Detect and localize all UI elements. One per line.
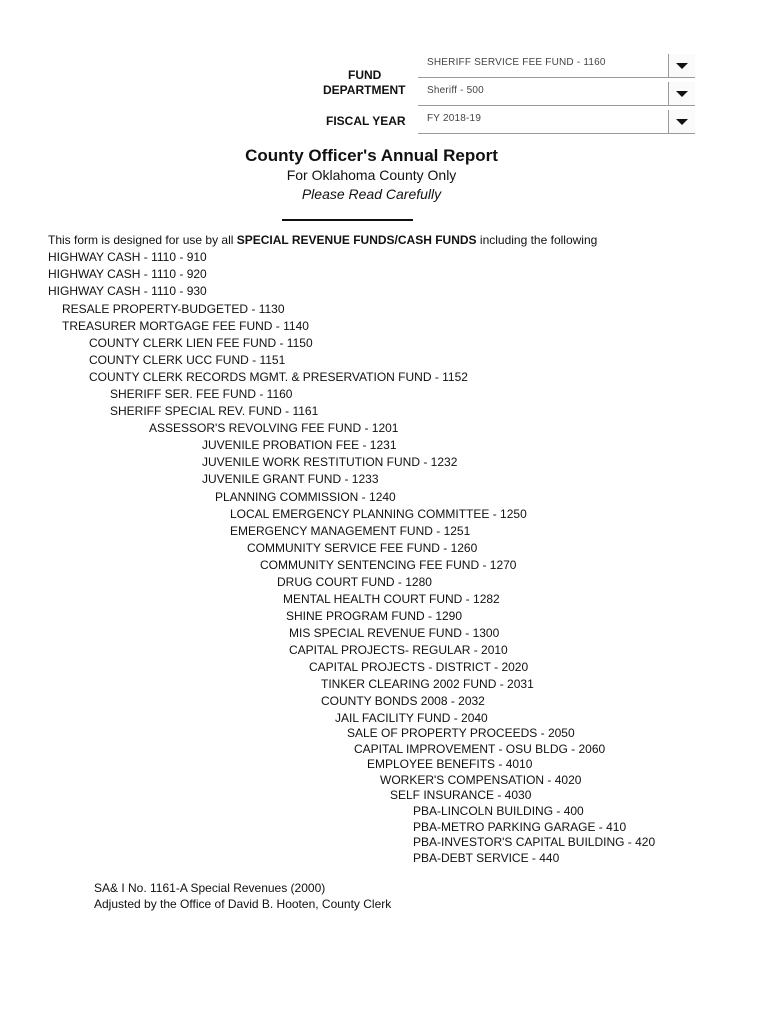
list-item: WORKER'S COMPENSATION - 4020 (380, 773, 582, 787)
intro-suffix: including the following (476, 233, 598, 247)
list-item: HIGHWAY CASH - 1110 - 930 (48, 284, 207, 298)
fiscal-year-dropdown-button[interactable] (668, 110, 695, 133)
list-item: ASSESSOR'S REVOLVING FEE FUND - 1201 (149, 421, 399, 435)
list-item: SHERIFF SPECIAL REV. FUND - 1161 (110, 404, 319, 418)
intro-prefix: This form is designed for use by all (48, 233, 237, 247)
page-subtitle: For Oklahoma County Only (286, 167, 457, 183)
intro-text (48, 233, 597, 247)
read-carefully-note: Please Read Carefully (301, 186, 442, 202)
list-item: JUVENILE GRANT FUND - 1233 (202, 472, 379, 486)
list-item: PBA-LINCOLN BUILDING - 400 (413, 804, 584, 818)
fund-dropdown-button[interactable] (668, 54, 695, 77)
department-dropdown-button[interactable] (668, 82, 695, 105)
list-item: JAIL FACILITY FUND - 2040 (335, 711, 488, 725)
list-item: PBA-DEBT SERVICE - 440 (413, 851, 560, 865)
list-item: COMMUNITY SENTENCING FEE FUND - 1270 (260, 558, 517, 572)
list-item: COUNTY CLERK RECORDS MGMT. & PRESERVATION FUND - 1152 (89, 370, 468, 384)
fund-select[interactable] (418, 54, 695, 78)
list-item: MIS SPECIAL REVENUE FUND - 1300 (289, 626, 500, 640)
list-item: PBA-INVESTOR'S CAPITAL BUILDING - 420 (413, 835, 656, 849)
department-select[interactable] (418, 82, 695, 106)
list-item: CAPITAL PROJECTS - DISTRICT - 2020 (309, 660, 529, 674)
footer-adjusted-by: Adjusted by the Office of David B. Hooten, County Clerk (94, 897, 392, 911)
list-item: SHERIFF SER. FEE FUND - 1160 (110, 387, 293, 401)
footer-form-number: SA& I No. 1161-A Special Revenues (2000) (94, 881, 326, 895)
department-label: DEPARTMENT (323, 83, 406, 97)
title-divider (282, 219, 413, 221)
list-item: HIGHWAY CASH - 1110 - 910 (48, 250, 207, 264)
list-item: EMPLOYEE BENEFITS - 4010 (367, 757, 533, 771)
list-item: LOCAL EMERGENCY PLANNING COMMITTEE - 1250 (230, 507, 527, 521)
intro-bold: SPECIAL REVENUE FUNDS/CASH FUNDS (236, 233, 477, 247)
chevron-down-icon (676, 119, 688, 125)
list-item: HIGHWAY CASH - 1110 - 920 (48, 267, 207, 281)
list-item: COUNTY BONDS 2008 - 2032 (321, 694, 485, 708)
list-item: SALE OF PROPERTY PROCEEDS - 2050 (347, 726, 575, 740)
list-item: JUVENILE WORK RESTITUTION FUND - 1232 (202, 455, 458, 469)
list-item: COUNTY CLERK UCC FUND - 1151 (89, 353, 286, 367)
list-item: PBA-METRO PARKING GARAGE - 410 (413, 820, 627, 834)
list-item: RESALE PROPERTY-BUDGETED - 1130 (62, 302, 285, 316)
list-item: PLANNING COMMISSION - 1240 (215, 490, 396, 504)
list-item: MENTAL HEALTH COURT FUND - 1282 (283, 592, 500, 606)
list-item: TINKER CLEARING 2002 FUND - 2031 (321, 677, 534, 691)
list-item: CAPITAL PROJECTS- REGULAR - 2010 (289, 643, 508, 657)
fiscal-year-select-value: FY 2018-19 (427, 113, 482, 124)
list-item: COMMUNITY SERVICE FEE FUND - 1260 (247, 541, 478, 555)
fund-label: FUND (348, 68, 382, 82)
list-item: SHINE PROGRAM FUND - 1290 (286, 609, 463, 623)
list-item: EMERGENCY MANAGEMENT FUND - 1251 (230, 524, 471, 538)
fund-select-value: SHERIFF SERVICE FEE FUND - 1160 (427, 57, 606, 68)
chevron-down-icon (676, 91, 688, 97)
list-item: SELF INSURANCE - 4030 (390, 788, 532, 802)
chevron-down-icon (676, 63, 688, 69)
page-title: County Officer's Annual Report (245, 146, 498, 165)
list-item: CAPITAL IMPROVEMENT - OSU BLDG - 2060 (354, 742, 606, 756)
list-item: TREASURER MORTGAGE FEE FUND - 1140 (62, 319, 309, 333)
fiscal-year-select[interactable] (418, 110, 695, 134)
list-item: JUVENILE PROBATION FEE - 1231 (202, 438, 397, 452)
department-select-value: Sheriff - 500 (427, 85, 484, 96)
list-item: DRUG COURT FUND - 1280 (277, 575, 432, 589)
list-item: COUNTY CLERK LIEN FEE FUND - 1150 (89, 336, 313, 350)
fiscal-year-label: FISCAL YEAR (326, 114, 406, 128)
